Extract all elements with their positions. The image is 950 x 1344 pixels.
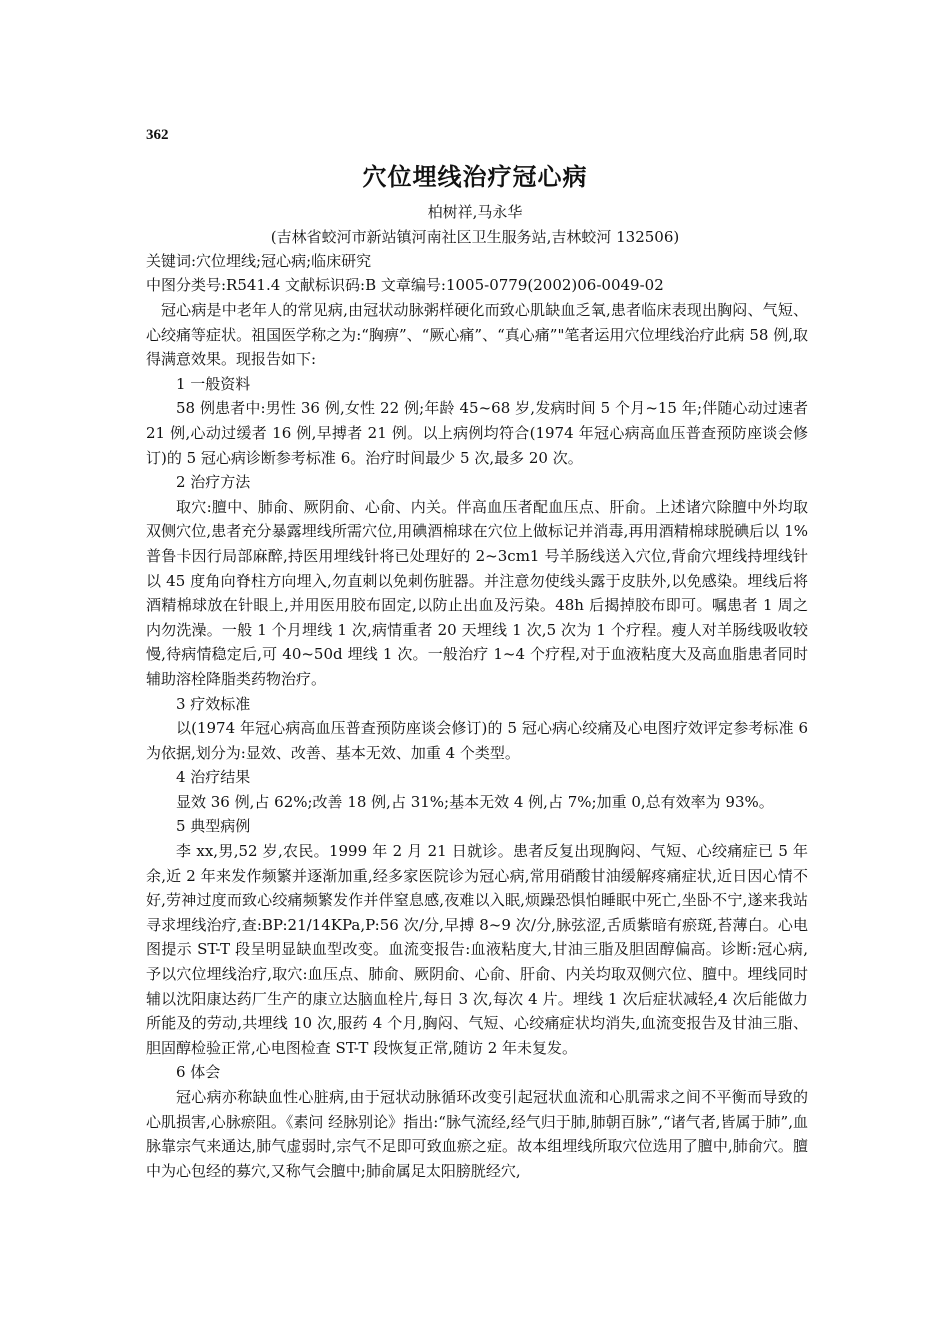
section-text-results: 显效 36 例,占 62%;改善 18 例,占 31%;基本无效 4 例,占 7%;加重 0,总有效率为 93%。: [176, 792, 774, 811]
section-heading-general: 1 一般资料: [176, 374, 251, 393]
article-title: 穴位埋线治疗冠心病: [362, 163, 588, 191]
section-text-criteria: 以(1974 年冠心病高血压普查预防座谈会修订)的 5 冠心病心绞痛及心电图疗效评定参考标准 6 为依据,划分为:显效、改善、基本无效、加重 4 个类型。: [146, 719, 808, 762]
section-heading-discussion: 6 体会: [176, 1063, 221, 1082]
keywords: 关键词:穴位埋线;冠心病;临床研究: [146, 252, 372, 270]
section-heading-results: 4 治疗结果: [176, 768, 251, 787]
section-heading-method: 2 治疗方法: [176, 473, 251, 492]
classification-line: 中图分类号:R541.4 文献标识码:B 文章编号:1005-0779(2002)06-0049-02: [146, 276, 664, 294]
authors: 柏树祥,马永华: [427, 203, 523, 221]
section-text-case: 李 xx,男,52 岁,农民。1999 年 2 月 21 日就诊。患者反复出现胸闷、气短、心绞痛症已 5 年余,近 2 年来发作频繁并逐渐加重,经多家医院诊为冠心病,常用硝酸甘油缓解疼痛症状,近日因心情不好,劳神过度而致心绞痛频繁发作并伴窒息感,夜难以入眠,烦躁恐惧怕睡眠中死亡,坐卧不宁,遂来我站寻求埋线治疗,查:BP:21/14KPa,P:56 次/分,早搏 8~9 次/分,脉弦涩,舌质紫暗有瘀斑,苔薄白。心电图提示 ST-T 段呈明显缺血型改变。血流变报告:血液粘度大,甘油三脂及胆固醇偏高。诊断:冠心病,予以穴位埋线治疗,取穴:血压点、肺俞、厥阴俞、心俞、肝俞、内关均取双侧穴位、膻中。埋线同时辅以沈阳康达药厂生产的康立达脑血栓片,每日 3 次,每次 4 片。埋线 1 次后症状减轻,4 次后能做力所能及的劳动,共埋线 10 次,服药 4 个月,胸闷、气短、心绞痛症状均消失,血流变报告及甘油三脂、胆固醇检验正常,心电图检查 ST-T 段恢复正常,随访 2 年未复发。: [146, 842, 808, 1057]
intro-paragraph: 冠心病是中老年人的常见病,由冠状动脉粥样硬化而致心肌缺血乏氧,患者临床表现出胸闷、气短、心绞痛等症状。祖国医学称之为:“胸痹”、“厥心痛”、“真心痛”"笔者运用穴位埋线治疗此病 58 例,取得满意效果。现报告如下:: [146, 301, 808, 369]
section-text-discussion: 冠心病亦称缺血性心脏病,由于冠状动脉循环改变引起冠状血流和心肌需求之间不平衡而导致的心肌损害,心脉瘀阻。《素问 经脉别论》指出:“脉气流经,经气归于肺,肺朝百脉”,“诸气者,皆属于肺”,血脉靠宗气来通达,肺气虚弱时,宗气不足即可致血瘀之症。故本组埋线所取穴位选用了膻中,肺俞穴。膻中为心包经的募穴,又称气会膻中;肺俞属足太阳膀胱经穴,: [146, 1088, 808, 1180]
affiliation: (吉林省蛟河市新站镇河南社区卫生服务站,吉林蛟河 132506): [270, 228, 680, 246]
article-body: [146, 298, 808, 1183]
section-heading-criteria: 3 疗效标准: [176, 694, 251, 713]
section-heading-case: 5 典型病例: [176, 817, 251, 836]
page-number: 362: [146, 127, 169, 143]
section-text-general: 58 例患者中:男性 36 例,女性 22 例;年龄 45~68 岁,发病时间 5 个月~15 年;伴随心动过速者 21 例,心动过缓者 16 例,早搏者 21 例。以上病例均符合(1974 年冠心病高血压普查预防座谈会修订)的 5 冠心病诊断参考标准 6。治疗时间最少 5 次,最多 20 次。: [146, 399, 808, 467]
section-text-method: 取穴:膻中、肺俞、厥阴俞、心俞、内关。伴高血压者配血压点、肝俞。上述诸穴除膻中外均取双侧穴位,患者充分暴露埋线所需穴位,用碘酒棉球在穴位上做标记并消毒,再用酒精棉球脱碘后以 1%普鲁卡因行局部麻醉,持医用埋线针将已处理好的 2~3cm1 号羊肠线送入穴位,背俞穴埋线持埋线针以 45 度角向脊柱方向埋入,勿直刺以免刺伤脏器。并注意勿使线头露于皮肤外,以免感染。埋线后将酒精棉球放在针眼上,并用医用胶布固定,以防止出血及污染。48h 后揭掉胶布即可。嘱患者 1 周之内勿洗澡。一般 1 个月埋线 1 次,病情重者 20 天埋线 1 次,5 次为 1 个疗程。瘦人对羊肠线吸收较慢,待病情稳定后,可 40~50d 埋线 1 次。一般治疗 1~4 个疗程,对于血液粘度大及高血脂患者同时辅助溶栓降脂类药物治疗。: [146, 497, 808, 688]
